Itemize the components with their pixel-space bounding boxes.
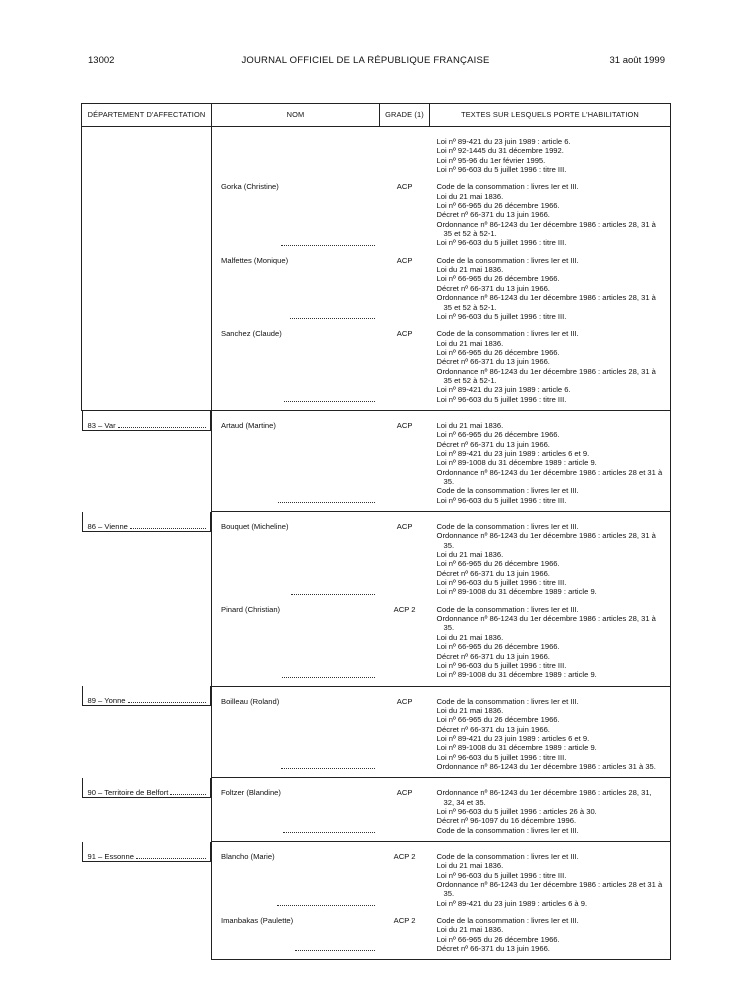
legal-text-line: Loi nº 96-603 du 5 juillet 1996 : titre III.	[436, 238, 567, 248]
legal-text-line: Décret nº 66-371 du 13 juin 1966.	[436, 724, 550, 734]
agent-grade: ACP	[396, 522, 413, 532]
agent-name: Blancho (Marie)	[221, 852, 275, 861]
agent-entry	[212, 697, 670, 778]
legal-text-line: Loi du 21 mai 1836.	[436, 705, 504, 715]
department-cell	[82, 512, 212, 532]
journal-title: JOURNAL OFFICIEL DE LA RÉPUBLIQUE FRANÇAISE	[241, 55, 490, 66]
legal-texts	[430, 852, 670, 908]
legal-text-line: Ordonnance nº 86-1243 du 1er décembre 1986 : articles 28, 31 à 35 et 52 à 52-1.	[436, 219, 656, 239]
legal-texts	[430, 182, 670, 247]
legal-texts	[430, 329, 670, 404]
legal-texts	[430, 137, 670, 174]
agent-entry	[212, 137, 670, 182]
table-row	[82, 512, 671, 687]
legal-texts	[430, 788, 670, 835]
table-row	[82, 842, 671, 960]
legal-text-line: Loi nº 66-965 du 26 décembre 1966.	[436, 201, 560, 211]
agent-name-cell	[212, 522, 380, 597]
agent-entry	[212, 605, 670, 686]
legal-text-line: Loi nº 96-603 du 5 juillet 1996 : titre III.	[436, 311, 567, 321]
legal-texts	[430, 916, 670, 953]
agent-name-cell	[212, 852, 380, 908]
department-cell	[82, 686, 212, 706]
agent-grade: ACP	[396, 255, 413, 265]
legal-text-line: Décret nº 66-371 du 13 juin 1966.	[436, 283, 550, 293]
dot-leader	[130, 522, 206, 529]
agent-grade: ACP 2	[393, 916, 416, 926]
table-row	[82, 410, 671, 511]
department-cell	[82, 411, 212, 431]
issue-date: 31 août 1999	[609, 55, 665, 66]
legal-text-line: Loi nº 66-965 du 26 décembre 1966.	[436, 274, 560, 284]
legal-texts	[430, 697, 670, 772]
column-header-texts: TEXTES SUR LESQUELS PORTE L'HABILITATION	[430, 104, 671, 127]
legal-text-line: Loi nº 92-1445 du 31 décembre 1992.	[436, 146, 564, 156]
entries-cell	[212, 842, 671, 960]
dot-leader	[136, 852, 206, 859]
legal-text-line: Ordonnance nº 86-1243 du 1er décembre 1986 : articles 28, 31 à 35.	[436, 531, 656, 550]
legal-text-line: Code de la consommation : livres Ier et III.	[436, 825, 579, 835]
legal-text-line: Loi du 21 mai 1836.	[436, 550, 504, 560]
agent-grade: ACP 2	[393, 604, 416, 614]
agent-entry	[212, 916, 670, 959]
legal-text-line: Décret nº 66-371 du 13 juin 1966.	[436, 651, 550, 661]
agent-grade: ACP 2	[393, 852, 416, 861]
agent-name-cell	[212, 137, 380, 174]
dot-leader	[295, 916, 374, 951]
entries-cell	[212, 512, 671, 687]
agent-grade: ACP	[396, 788, 413, 798]
table-header-row	[82, 104, 671, 127]
legal-text-line: Loi nº 96-603 du 5 juillet 1996 : titre III.	[436, 578, 567, 588]
entries-cell	[212, 127, 671, 411]
legal-text-line: Ordonnance nº 86-1243 du 1er décembre 1986 : articles 28, 31 à 35 et 52 à 52-1.	[436, 293, 656, 312]
table-row	[82, 127, 671, 411]
table-row	[82, 778, 671, 842]
legal-text-line: Loi nº 89-421 du 23 juin 1989 : article 6.	[436, 385, 571, 395]
legal-text-line: Loi nº 96-603 du 5 juillet 1996 : titre III.	[436, 752, 567, 762]
table-body	[82, 127, 671, 960]
legal-text-line: Code de la consommation : livres Ier et III.	[436, 522, 579, 532]
legal-text-line: Code de la consommation : livres Ier et III.	[436, 182, 579, 192]
department-cell	[82, 127, 212, 411]
legal-text-line: Ordonnance nº 86-1243 du 1er décembre 1986 : articles 28, 31, 32, 34 et 35.	[436, 788, 652, 807]
legal-text-line: Ordonnance nº 86-1243 du 1er décembre 1986 : articles 28 et 31 à 35.	[436, 880, 663, 899]
agent-entry	[212, 788, 670, 841]
legal-texts	[430, 605, 670, 680]
agent-entry	[212, 256, 670, 329]
dot-leader	[281, 697, 374, 770]
agent-name-cell	[212, 421, 380, 505]
dot-leader	[170, 788, 206, 795]
legal-text-line: Loi nº 89-421 du 23 juin 1989 : articles 6 et 9.	[436, 448, 590, 458]
agent-entry	[212, 421, 670, 511]
legal-text-line: Code de la consommation : livres Ier et III.	[436, 696, 579, 706]
legal-text-line: Loi du 21 mai 1836.	[436, 925, 504, 935]
legal-text-line: Loi nº 66-965 du 26 décembre 1966.	[436, 347, 560, 357]
legal-text-line: Code de la consommation : livres Ier et III.	[436, 916, 579, 926]
department-cell	[82, 842, 212, 862]
legal-text-line: Décret nº 66-371 du 13 juin 1966.	[436, 568, 550, 578]
legal-text-line: Loi du 21 mai 1836.	[436, 265, 504, 275]
legal-text-line: Loi nº 96-603 du 5 juillet 1996 : titre III.	[436, 870, 567, 880]
legal-text-line: Décret nº 66-371 du 13 juin 1966.	[436, 210, 550, 220]
legal-text-line: Loi nº 89-1008 du 31 décembre 1989 : article 9.	[436, 458, 597, 468]
column-header-grade: GRADE (1)	[380, 104, 430, 127]
agent-name-cell	[212, 329, 380, 404]
agent-name: Sanchez (Claude)	[221, 329, 282, 339]
legal-texts	[430, 522, 670, 597]
agent-grade	[380, 137, 430, 174]
legal-text-line: Loi nº 66-965 du 26 décembre 1966.	[436, 934, 560, 944]
legal-text-line: Loi nº 96-603 du 5 juillet 1996 : titre III.	[436, 495, 567, 505]
dot-leader	[284, 329, 375, 402]
agent-name-cell	[212, 916, 380, 953]
legal-text-line: Décret nº 66-371 du 13 juin 1966.	[436, 944, 550, 954]
legal-text-line: Décret nº 96-1097 du 16 décembre 1996.	[436, 816, 577, 826]
dot-leader	[118, 421, 206, 428]
legal-text-line: Loi nº 66-965 du 26 décembre 1966.	[436, 642, 560, 652]
legal-text-line: Ordonnance nº 86-1243 du 1er décembre 1986 : articles 28 et 31 à 35.	[436, 467, 663, 486]
dot-leader	[281, 182, 375, 245]
department-label: 86 – Vienne	[87, 521, 128, 531]
legal-text-line: Loi nº 89-421 du 23 juin 1989 : articles 6 à 9.	[436, 898, 588, 908]
legal-text-line: Loi nº 89-1008 du 31 décembre 1989 : article 9.	[436, 743, 597, 753]
entries-cell	[212, 778, 671, 842]
legal-text-line: Ordonnance nº 86-1243 du 1er décembre 1986 : articles 28, 31 à 35.	[436, 614, 656, 633]
entries-cell	[212, 686, 671, 778]
agent-entry	[212, 522, 670, 605]
column-header-name: NOM	[212, 104, 380, 127]
legal-text-line: Décret nº 66-371 du 13 juin 1966.	[436, 439, 550, 449]
legal-text-line: Loi nº 66-965 du 26 décembre 1966.	[436, 559, 560, 569]
agent-name: Malfettes (Monique)	[221, 255, 289, 265]
legal-text-line: Loi nº 66-965 du 26 décembre 1966.	[436, 715, 560, 725]
agent-entry	[212, 182, 670, 255]
legal-text-line: Code de la consommation : livres Ier et III.	[436, 329, 579, 339]
agent-name: Imanbakas (Paulette)	[221, 916, 294, 926]
legal-text-line: Code de la consommation : livres Ier et III.	[436, 255, 579, 265]
agent-name: Foltzer (Blandine)	[221, 788, 281, 798]
legal-text-line: Loi nº 96-603 du 5 juillet 1996 : titre III.	[436, 660, 567, 670]
legal-text-line: Code de la consommation : livres Ier et III.	[436, 486, 579, 496]
legal-text-line: Loi du 21 mai 1836.	[436, 338, 504, 348]
department-label: 83 – Var	[87, 420, 116, 430]
legal-text-line: Loi nº 66-965 du 26 décembre 1966.	[436, 430, 560, 440]
legal-text-line: Loi nº 96-603 du 5 juillet 1996 : titre III.	[436, 165, 567, 175]
page-number: 13002	[88, 55, 115, 66]
legal-text-line: Code de la consommation : livres Ier et III.	[436, 604, 579, 614]
dot-leader	[282, 605, 375, 678]
column-header-department: DÉPARTEMENT D'AFFECTATION	[82, 104, 212, 127]
legal-text-line: Ordonnance nº 86-1243 du 1er décembre 1986 : articles 31 à 35.	[436, 761, 656, 771]
legal-text-line: Code de la consommation : livres Ier et III.	[436, 852, 579, 861]
department-cell	[82, 778, 212, 798]
agent-entry	[212, 329, 670, 410]
dot-leader	[291, 522, 375, 595]
agent-grade: ACP	[396, 329, 413, 339]
legal-text-line: Loi du 21 mai 1836.	[436, 191, 504, 201]
habilitation-table	[81, 103, 671, 960]
agent-grade: ACP	[396, 182, 413, 192]
legal-text-line: Loi nº 95-96 du 1er février 1995.	[436, 155, 546, 165]
dot-leader	[290, 256, 375, 319]
agent-name-cell	[212, 788, 380, 835]
agent-entry	[212, 852, 670, 916]
table-row	[82, 686, 671, 778]
agent-name-cell	[212, 182, 380, 247]
agent-name: Boilleau (Roland)	[221, 696, 280, 706]
dot-leader	[277, 852, 375, 906]
legal-text-line: Loi nº 96-603 du 5 juillet 1996 : articles 26 à 30.	[436, 806, 597, 816]
dot-leader	[278, 421, 375, 503]
legal-texts	[430, 421, 670, 505]
legal-text-line: Loi nº 89-421 du 23 juin 1989 : article 6.	[436, 137, 571, 146]
department-label: 91 – Essonne	[87, 851, 134, 861]
agent-name: Bouquet (Micheline)	[221, 522, 289, 532]
dot-leader	[128, 696, 206, 703]
legal-texts	[430, 256, 670, 321]
agent-grade: ACP	[396, 696, 413, 706]
legal-text-line: Loi nº 96-603 du 5 juillet 1996 : titre III.	[436, 394, 567, 404]
agent-name: Gorka (Christine)	[221, 182, 279, 192]
legal-text-line: Loi du 21 mai 1836.	[436, 861, 504, 871]
legal-text-line: Ordonnance nº 86-1243 du 1er décembre 1986 : articles 28, 31 à 35 et 52 à 52-1.	[436, 366, 656, 385]
legal-text-line: Loi nº 89-421 du 23 juin 1989 : articles 6 et 9.	[436, 733, 590, 743]
agent-name-cell	[212, 697, 380, 772]
agent-name-cell	[212, 605, 380, 680]
legal-text-line: Loi nº 89-1008 du 31 décembre 1989 : article 9.	[436, 670, 597, 680]
legal-text-line: Décret nº 66-371 du 13 juin 1966.	[436, 357, 550, 367]
department-label: 90 – Territoire de Belfort	[87, 787, 169, 797]
legal-text-line: Loi du 21 mai 1836.	[436, 420, 504, 430]
entries-cell	[212, 410, 671, 511]
agent-grade: ACP	[396, 420, 413, 430]
dot-leader	[283, 788, 375, 833]
legal-text-line: Loi nº 89-1008 du 31 décembre 1989 : article 9.	[436, 587, 597, 597]
agent-name: Pinard (Christian)	[221, 604, 281, 614]
legal-text-line: Loi du 21 mai 1836.	[436, 632, 504, 642]
agent-name-cell	[212, 256, 380, 321]
department-label: 89 – Yonne	[87, 696, 126, 706]
agent-name: Artaud (Martine)	[221, 420, 276, 430]
